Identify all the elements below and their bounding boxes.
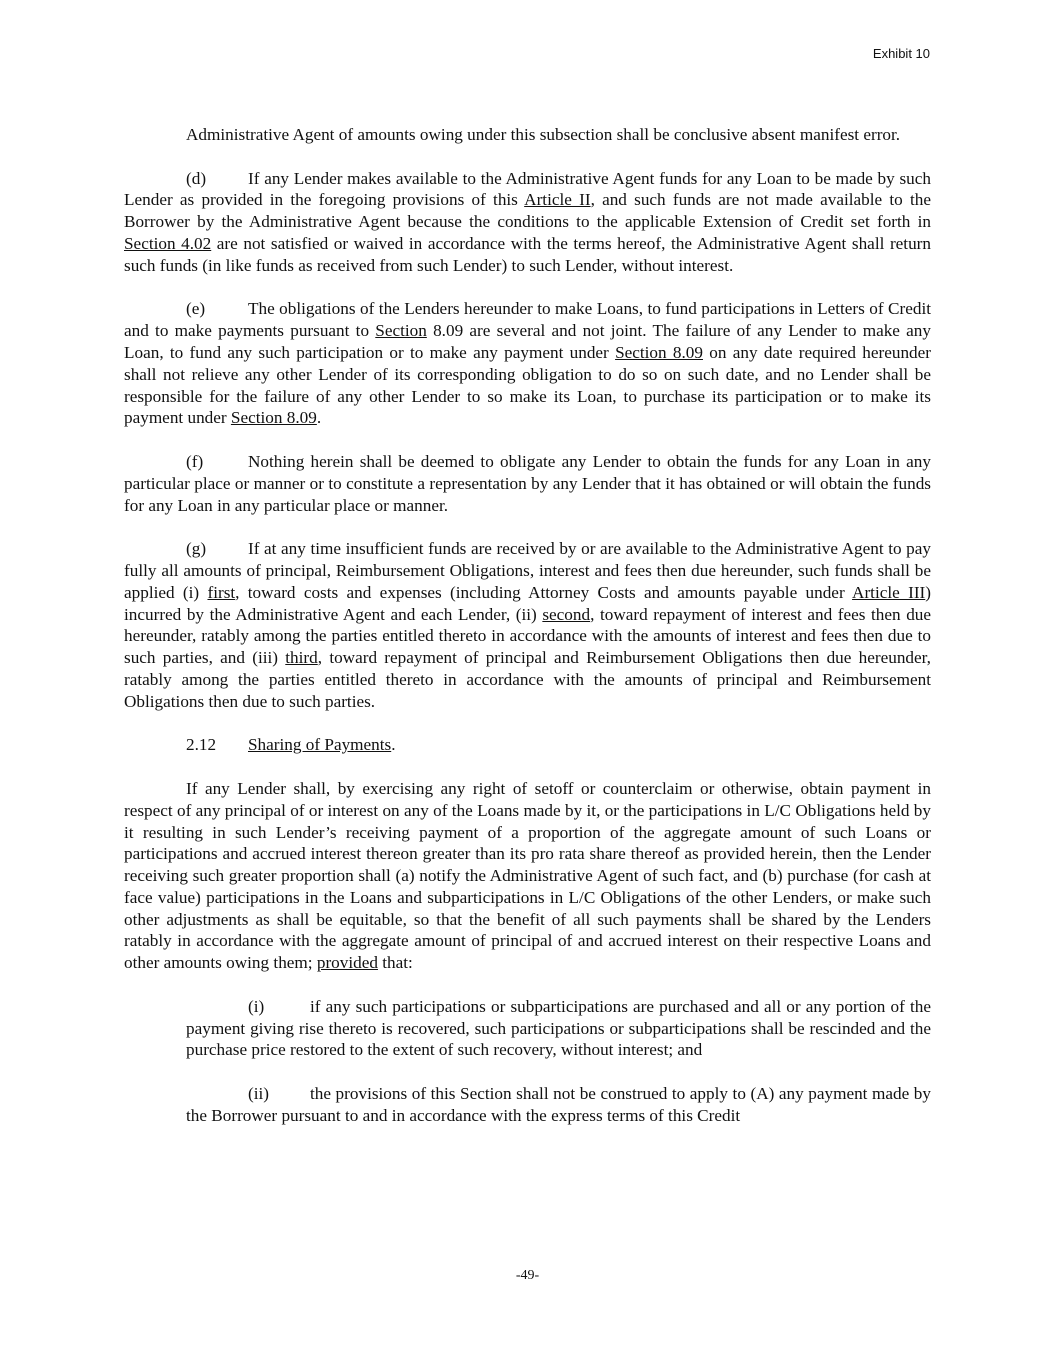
paragraph-label: (f) xyxy=(186,451,204,471)
exhibit-label: Exhibit 10 xyxy=(872,46,930,61)
section-number: 2.12 xyxy=(186,735,217,755)
cross-reference: Section 4.02 xyxy=(124,233,212,253)
cross-reference: Article III xyxy=(852,582,926,602)
paragraph-g: (g) If at any time insufficient funds are received by or are available to the Administrative Agent to pay fully all amounts of principal, Reimbursement Obligations, interest and fees then due hereunder, such funds shall be applied (i) first, toward costs and expenses (including Attorney Costs and amounts payable under Article III) incurred by the Administrative Agent and each Lender, (ii) second, toward repayment of interest and fees then due hereunder, ratably among the parties entitled thereto in accordance with the amounts of interest and fees then due to such parties, and (iii) third, toward repayment of principal and Reimbursement Obligations then due hereunder, ratably among the parties entitled thereto in accordance with the amounts of principal and Reimbursement Obligations then due to such parties. xyxy=(124,539,932,711)
section-heading: 2.12 Sharing of Payments. xyxy=(186,735,396,755)
defined-term: third xyxy=(285,648,318,668)
paragraph-label: (g) xyxy=(186,539,207,559)
paragraph-label: (e) xyxy=(186,299,206,319)
paragraph-label: (ii) xyxy=(248,1084,269,1104)
cross-reference: Section 8.09 xyxy=(230,408,317,428)
page-number: -49- xyxy=(515,1268,540,1283)
cross-reference: Section xyxy=(375,321,427,341)
document-body xyxy=(124,124,931,1127)
paragraph-label: (i) xyxy=(248,996,265,1016)
paragraph-f: (f) Nothing herein shall be deemed to obligate any Lender to obtain the funds for any Loan in any particular place or manner or to constitute a representation by any Lender that it has obtained or will obtain the funds for any Loan in any particular place or manner. xyxy=(124,451,931,515)
section-title: Sharing of Payments xyxy=(248,735,392,755)
paragraph-d: (d) If any Lender makes available to the Administrative Agent funds for any Loan to be made by such Lender as provided in the foregoing provisions of this Article II, and such funds are not made available to the Borrower by the Administrative Agent because the conditions to the applicable Extension of Credit set forth in Section 4.02 are not satisfied or waived in accordance with the terms hereof, the Administrative Agent shall return such funds (in like funds as received from such Lender) to such Lender, without interest. xyxy=(124,168,931,275)
paragraph-e: (e) The obligations of the Lenders hereunder to make Loans, to fund participations in Letters of Credit and to make payments pursuant to Section 8.09 are several and not joint. The failure of any Lender to make any Loan, to fund any such participation or to make any payment under Section 8.09 on any date required hereunder shall not relieve any other Lender of its corresponding obligation to do so on such date, and no Lender shall be responsible for the failure of any other Lender to so make its Loan, to purchase its participation or to make its payment under Section 8.09. xyxy=(124,299,931,428)
paragraph-label: (d) xyxy=(186,168,207,188)
cross-reference: Article II xyxy=(524,190,591,210)
paragraph-ii: (ii) the provisions of this Section shall not be construed to apply to (A) any payment made by the Borrower pursuant to and in accordance with the express terms of this Credit xyxy=(186,1084,931,1125)
paragraph-continued: Administrative Agent of amounts owing under this subsection shall be conclusive absent manifest error. xyxy=(186,125,901,144)
paragraph-sharing: If any Lender shall, by exercising any right of setoff or counterclaim or otherwise, obtain payment in respect of any principal of or interest on any of the Loans made by it, or the participations in L/C Obligations held by it resulting in such Lender’s receiving payment of a proportion of the aggregate amount of such Loans or participations and accrued interest thereon greater than its pro rata share thereof as provided herein, then the Lender receiving such greater proportion shall (a) notify the Administrative Agent of such fact, and (b) purchase (for cash at face value) participations in the Loans and subparticipations in L/C Obligations of the other Lenders, or make such other adjustments as shall be equitable, so that the benefit of all such payments shall be shared by the Lenders ratably in accordance with the aggregate amount of principal of and accrued interest on their respective Loans and other amounts owing them; provided that: xyxy=(124,778,931,973)
paragraph-i: (i) if any such participations or subparticipations are purchased and all or any portion of the payment giving rise thereto is recovered, such participations or subparticipations shall be rescinded and the purchase price restored to the extent of such recovery, without interest; and xyxy=(186,996,931,1060)
defined-term: provided xyxy=(316,953,378,973)
cross-reference: Section 8.09 xyxy=(615,342,703,362)
defined-term: first xyxy=(207,582,236,602)
defined-term: second xyxy=(542,604,591,624)
